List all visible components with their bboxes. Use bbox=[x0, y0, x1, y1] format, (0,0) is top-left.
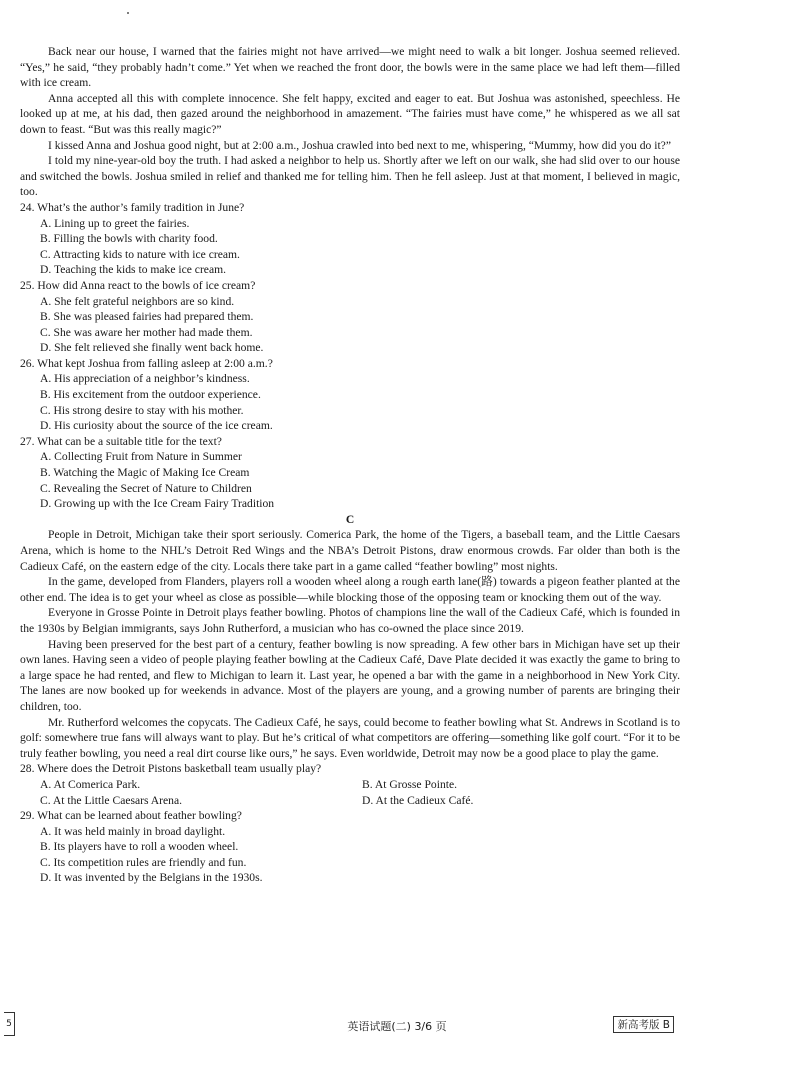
question-25 bbox=[20, 278, 680, 356]
passage-paragraph: Back near our house, I warned that the fairies might not have arrived—we might need to walk a bit longer. Joshua seemed relieved. “Yes,” he said, “they probably hadn’t come.” Yet when we reached the front door, the bowls were in the same place we had left them—filled with ice cream. bbox=[20, 45, 680, 90]
question-stem: 24. What’s the author’s family tradition in June? bbox=[20, 200, 245, 214]
edition-badge: 新高考版 B bbox=[613, 1016, 674, 1033]
answer-options-grid bbox=[20, 777, 680, 808]
exam-page bbox=[20, 44, 680, 886]
passage-paragraph: I told my nine-year-old boy the truth. I had asked a neighbor to help us. Shortly after we left on our walk, she had slid over to our house and switched the bowls. Joshua smiled in relief and thanked me for telling him. Then he fell asleep. Just at that moment, I believed in magic, too. bbox=[20, 154, 680, 199]
passage-c bbox=[20, 527, 680, 761]
answer-option: A. She felt grateful neighbors are so kind. bbox=[40, 294, 235, 308]
answer-option: D. At the Cadieux Café. bbox=[362, 793, 474, 807]
answer-option: B. His excitement from the outdoor experience. bbox=[40, 388, 261, 402]
passage-paragraph: I kissed Anna and Joshua good night, but at 2:00 a.m., Joshua crawled into bed next to me, whispering, “Mummy, how did you do it?” bbox=[48, 138, 671, 152]
answer-option: A. Collecting Fruit from Nature in Summer bbox=[40, 450, 242, 464]
passage-paragraph: Having been preserved for the best part of a century, feather bowling is now spreading. A few other bars in Michigan have set up their own lanes. Having seen a video of people playing feather bowling at the Cadieux Café, Dave Plate decided it was exactly the game to bring to a large space he had rented, and flew to Michigan to learn it. Last year, he opened a bar with the game in a neighborhood in New York City. The lanes are now booked up for weekends in advance. Most of the players are young, and a growing number of parents are bringing their children, too. bbox=[20, 637, 680, 713]
answer-option: D. It was invented by the Belgians in the 1930s. bbox=[40, 871, 263, 885]
question-24 bbox=[20, 200, 680, 278]
passage-paragraph: Mr. Rutherford welcomes the copycats. The Cadieux Café, he says, could become to feather bowling what St. Andrews in Scotland is to golf: somewhere true fans will always want to play. But he’s critical of what competitors are offering—something like golf court. “For it to be truly feather bowling, you need a real dirt course like ours,” he says. Even worldwide, Detroit may now be a good place to play the game. bbox=[20, 715, 680, 760]
answer-option: C. Attracting kids to nature with ice cream. bbox=[40, 247, 240, 261]
answer-option: A. At Comerica Park. bbox=[40, 777, 141, 791]
question-stem: 26. What kept Joshua from falling asleep at 2:00 a.m.? bbox=[20, 356, 273, 370]
answer-option: B. Its players have to roll a wooden wheel. bbox=[40, 840, 239, 854]
answer-option: C. She was aware her mother had made them. bbox=[40, 325, 253, 339]
question-stem: 29. What can be learned about feather bowling? bbox=[20, 809, 242, 823]
answer-option: A. Lining up to greet the fairies. bbox=[40, 216, 190, 230]
answer-option: A. His appreciation of a neighbor’s kindness. bbox=[40, 372, 250, 386]
answer-option: C. At the Little Caesars Arena. bbox=[40, 793, 182, 807]
passage-b-ending bbox=[20, 44, 680, 200]
question-27 bbox=[20, 434, 680, 512]
page-footer bbox=[0, 1016, 794, 1036]
answer-option: D. Teaching the kids to make ice cream. bbox=[40, 263, 227, 277]
question-26 bbox=[20, 356, 680, 434]
passage-paragraph: Everyone in Grosse Pointe in Detroit plays feather bowling. Photos of champions line the wall of the Cadieux Café, which is founded in the 1930s by Belgian immigrants, says John Rutherford, a musician who has co-owned the place since 2019. bbox=[20, 606, 680, 635]
answer-option: C. Revealing the Secret of Nature to Children bbox=[40, 481, 252, 495]
answer-option: B. Filling the bowls with charity food. bbox=[40, 232, 218, 246]
answer-option: C. Its competition rules are friendly and fun. bbox=[40, 855, 247, 869]
answer-option: B. Watching the Magic of Making Ice Cream bbox=[40, 466, 250, 480]
answer-option: B. At Grosse Pointe. bbox=[362, 777, 458, 791]
scan-speck bbox=[127, 12, 129, 14]
question-stem: 25. How did Anna react to the bowls of ice cream? bbox=[20, 278, 256, 292]
binding-edge-mark: 5 bbox=[4, 1012, 15, 1036]
answer-option: D. Growing up with the Ice Cream Fairy Tradition bbox=[40, 497, 275, 511]
question-stem: 27. What can be a suitable title for the text? bbox=[20, 434, 222, 448]
passage-paragraph: People in Detroit, Michigan take their sport seriously. Comerica Park, the home of the Tigers, a baseball team, and the Little Caesars Arena, which is home to the NHL’s Detroit Red Wings and the NBA’s Detroit Pistons, draw enormous crowds. Far older than both is the Cadieux Café, on the eastern edge of the city. Locals there take part in a game called “feather bowling” most nights. bbox=[20, 528, 680, 573]
question-stem: 28. Where does the Detroit Pistons basketball team usually play? bbox=[20, 762, 322, 776]
section-heading: C bbox=[345, 512, 355, 526]
question-28 bbox=[20, 761, 680, 808]
answer-option: A. It was held mainly in broad daylight. bbox=[40, 824, 226, 838]
answer-option: B. She was pleased fairies had prepared them. bbox=[40, 310, 254, 324]
page-number: 英语试题(二) 3/6 页 bbox=[347, 1020, 447, 1033]
answer-option: D. She felt relieved she finally went back home. bbox=[40, 341, 264, 355]
question-29 bbox=[20, 808, 680, 886]
answer-option: D. His curiosity about the source of the ice cream. bbox=[40, 419, 273, 433]
passage-paragraph: In the game, developed from Flanders, players roll a wooden wheel along a rough earth lane(路) towards a pigeon feather planted at the other end. The idea is to get your wheel as close as possible—while blocking those of the opposing team or knocking them out of the way. bbox=[20, 575, 680, 604]
questions-c bbox=[20, 761, 680, 886]
passage-paragraph: Anna accepted all this with complete innocence. She felt happy, excited and eager to eat. But Joshua was astonished, speechless. He looked up at me, at his dad, then gazed around the neighborhood in amazement. “The fairies must have come,” he whispered as we all sat down to feast. “But was this really magic?” bbox=[20, 91, 680, 136]
answer-option: C. His strong desire to stay with his mother. bbox=[40, 403, 244, 417]
questions-b bbox=[20, 200, 680, 512]
